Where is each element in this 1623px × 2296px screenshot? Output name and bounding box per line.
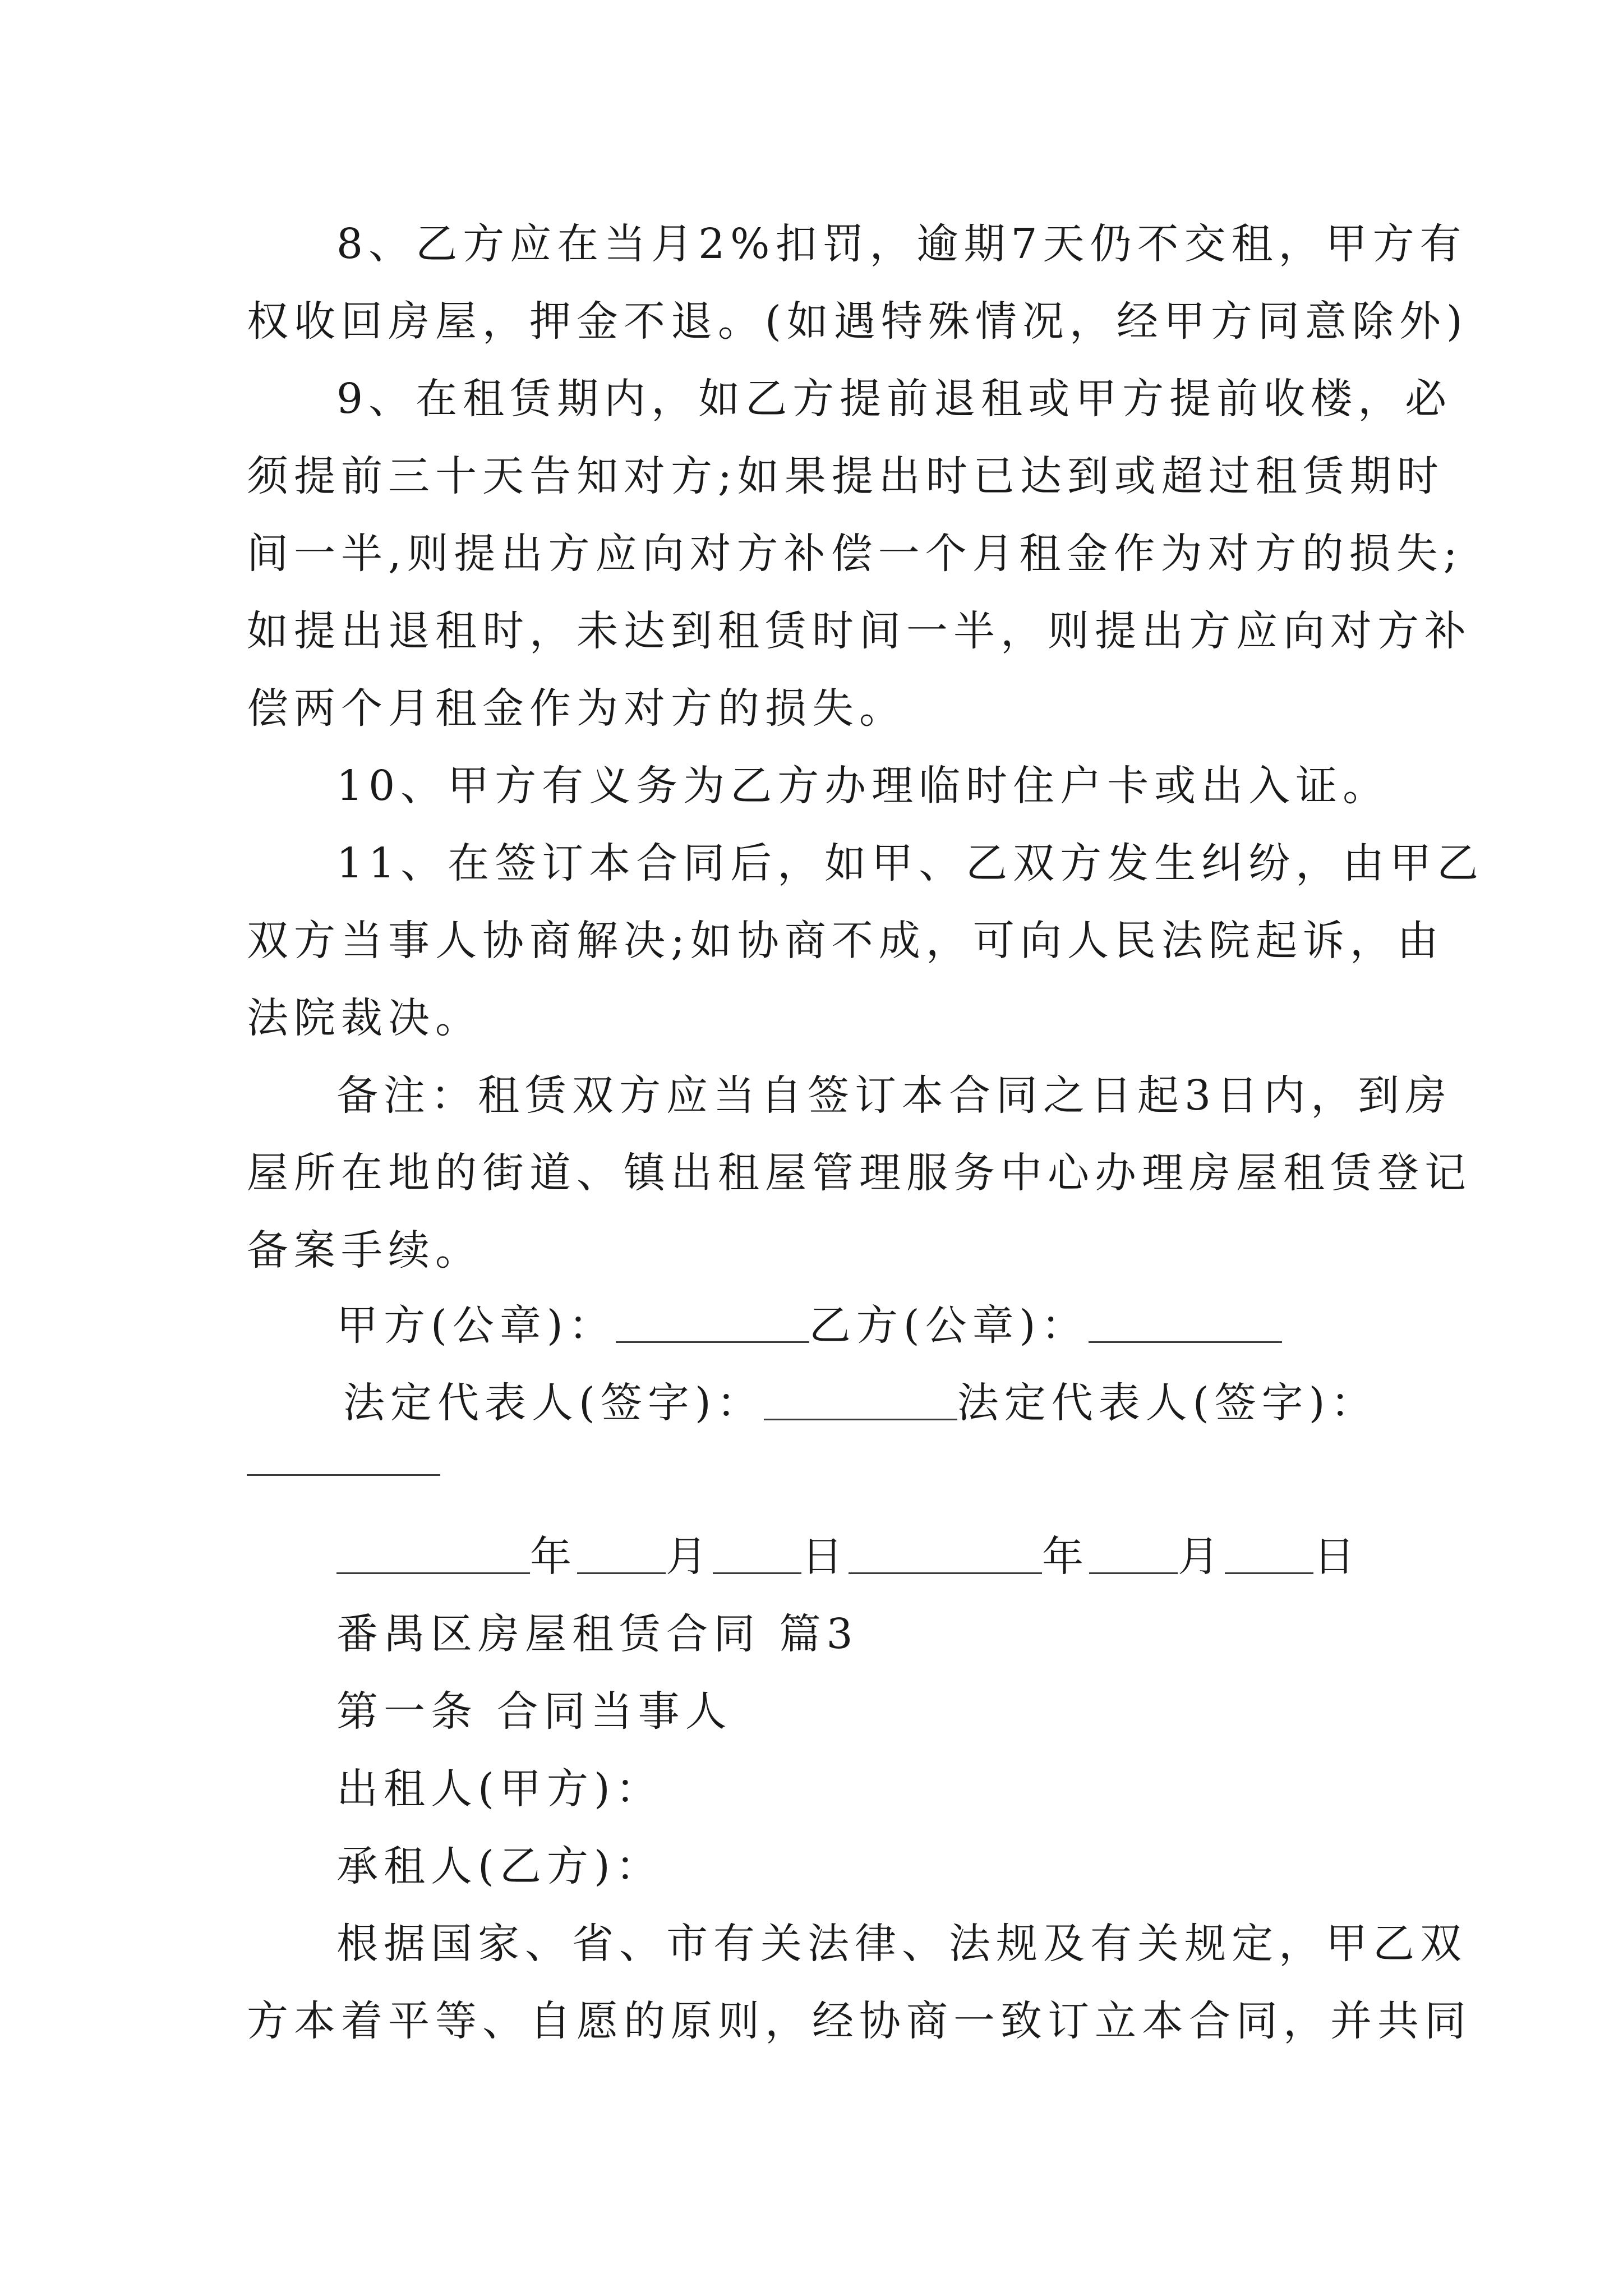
note-line-1: 备注：租赁双方应当自签订本合同之日起3日内，到房 (336, 1071, 1453, 1120)
month-label-b: 月 (1178, 1533, 1225, 1581)
party-b-seal-blank (1089, 1310, 1282, 1343)
lessee-label: 承租人(乙方)： (336, 1842, 663, 1890)
clause-8-line-1: 8、乙方应在当月2%扣罚，逾期7天仍不交租，甲方有 (336, 220, 1467, 268)
clause-10-line-1: 10、甲方有义务为乙方办理临时住户卡或出入证。 (336, 762, 1390, 810)
party-a-year-blank (336, 1541, 530, 1574)
party-b-year-blank (849, 1541, 1042, 1574)
clause-9-line-3: 间一半,则提出方应向对方补偿一个月租金作为对方的损失; (247, 530, 1463, 578)
party-b-rep-label: 法定代表人(签字)： (957, 1379, 1378, 1427)
section-heading: 番禺区房屋租赁合同 篇3 (336, 1610, 859, 1658)
representative-line (343, 1379, 1498, 1427)
article-1-title: 第一条 合同当事人 (336, 1687, 732, 1736)
clause-11-line-2: 双方当事人协商解决;如协商不成，可向人民法院起诉，由 (247, 917, 1444, 965)
seal-line (336, 1301, 1492, 1350)
party-a-rep-blank (764, 1387, 957, 1420)
party-b-month-blank (1089, 1541, 1178, 1574)
intro-line-1: 根据国家、省、市有关法律、法规及有关规定，甲乙双 (336, 1920, 1467, 1968)
party-a-day-blank (713, 1541, 801, 1574)
clause-9-line-4: 如提出退租时，未达到租赁时间一半，则提出方应向对方补 (247, 607, 1472, 655)
year-label-b: 年 (1042, 1533, 1089, 1581)
date-line (336, 1533, 1492, 1581)
clause-11-line-1: 11、在签订本合同后，如甲、乙双方发生纠纷，由甲乙 (336, 839, 1484, 887)
note-line-3: 备案手续。 (247, 1226, 482, 1274)
day-label-b: 日 (1313, 1533, 1361, 1581)
party-b-day-blank (1225, 1541, 1313, 1574)
clause-9-line-5: 偿两个月租金作为对方的损失。 (247, 684, 906, 733)
intro-line-2: 方本着平等、自愿的原则，经协商一致订立本合同，并共同 (247, 1997, 1472, 2045)
party-a-month-blank (577, 1541, 666, 1574)
lessor-label: 出租人(甲方)： (336, 1765, 663, 1813)
clause-9-line-2: 须提前三十天告知对方;如果提出时已达到或超过租赁期时 (247, 452, 1444, 500)
day-label-a: 日 (801, 1533, 849, 1581)
note-line-2: 屋所在地的街道、镇出租屋管理服务中心办理房屋租赁登记 (247, 1149, 1472, 1197)
year-label-a: 年 (530, 1533, 577, 1581)
clause-8-line-2: 权收回房屋，押金不退。(如遇特殊情况，经甲方同意除外) (247, 297, 1468, 346)
clause-11-line-3: 法院裁决。 (247, 994, 482, 1042)
party-a-seal-blank (616, 1310, 809, 1343)
clause-9-line-1: 9、在租赁期内，如乙方提前退租或甲方提前收楼，必 (336, 375, 1453, 423)
party-b-rep-blank (247, 1474, 440, 1476)
party-a-seal-label: 甲方(公章)： (336, 1301, 616, 1350)
party-b-seal-label: 乙方(公章)： (809, 1301, 1089, 1350)
month-label-a: 月 (666, 1533, 713, 1581)
party-a-rep-label: 法定代表人(签字)： (343, 1379, 764, 1427)
